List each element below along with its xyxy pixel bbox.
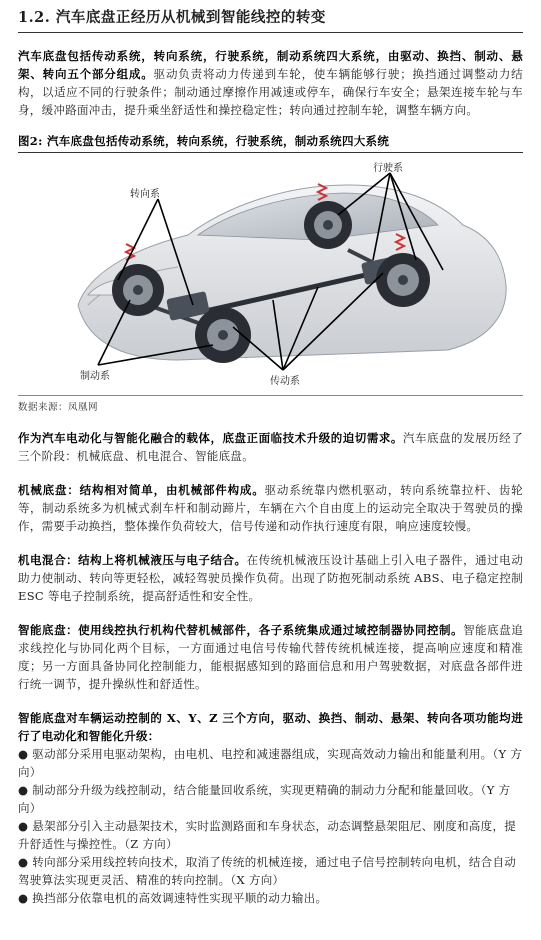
bullet-suspension: ● 悬架部分引入主动悬架技术，实时监测路面和车身状态，动态调整悬架阻尼、刚度和高度，提升舒适性与操控性。（Z 方向） — [18, 819, 517, 851]
para2-text: 汽车底盘的发展历经了三个阶段：机械底盘、机电混合、智能底盘。 — [18, 431, 523, 463]
intro-paragraph — [18, 47, 523, 119]
bullet-brake: ● 制动部分升级为线控制动，结合能量回收系统，实现更精确的制动力分配和能量回收。（Y 方向） — [18, 783, 511, 815]
para4-bold: 机电混合：结构上将机械液压与电子结合。 — [18, 553, 247, 567]
bullet-drive: ● 驱动部分采用电驱动架构，由电机、电控和减速器组成，实现高效动力输出和能量利用。（Y 方向） — [18, 747, 523, 779]
figure-source: 数据来源：凤凰网 — [18, 402, 99, 413]
upgrade-bullet-list — [18, 745, 523, 907]
report-page — [18, 0, 523, 907]
paragraph-chassis-upgrade — [18, 429, 523, 465]
paragraph-mechanical-chassis — [18, 481, 523, 535]
paragraph-smart-chassis — [18, 621, 523, 693]
para5-text: 智能底盘追求线控化与协同化两个目标，一方面通过电信号传输代替传统机械连接，提高响应速度和精准度；另一方面具备协同化控制能力，能根据感知到的路面信息和用户驾驶数据，对底盘各部件进行统一调节，提升操纵性和舒适性。 — [18, 623, 523, 691]
label-steering-system: 转向系 — [130, 189, 160, 200]
intro-bold: 汽车底盘包括传动系统，转向系统，行驶系统，制动系统四大系统，由驱动、换挡、制动、悬架、转向五个部分组成。 — [18, 49, 523, 81]
intro-text: 驱动负责将动力传递到车轮，使车辆能够行驶；换挡通过调整动力结构，以适应不同的行驶条件；制动通过摩擦作用减速或停车，确保行车安全；悬架连接车轮与车身，缓冲路面冲击，提升乘坐舒适性和操控稳定性；转向通过控制车轮，调整车辆方向。 — [18, 67, 523, 117]
bullet-shift: ● 换挡部分依靠电机的高效调速特性实现平顺的动力输出。 — [18, 891, 328, 905]
para3-text: 驱动系统靠内燃机驱动，转向系统靠拉杆、齿轮等，制动系统多为机械式刹车杆和制动蹄片，车辆在六个自由度上的运动完全取决于驾驶员的操作，需要手动换挡，整体操作负荷较大，信号传递和动作执行速度有限，响应速度较慢。 — [18, 483, 523, 533]
para4-text: 在传统机械液压设计基础上引入电子器件，通过电动助力使制动、转向等更轻松，减轻驾驶员操作负荷。出现了防抱死制动系统 ABS、电子稳定控制 ESC 等电子控制系统，提高舒适性和安全性。 — [18, 553, 523, 603]
bullet-steering: ● 转向部分采用线控转向技术，取消了传统的机械连接，通过电子信号控制转向电机，结合自动驾驶算法实现更灵活、精准的转向控制。（X 方向） — [18, 855, 517, 887]
paragraph-electromechanical — [18, 551, 523, 605]
paragraph-xyz-control — [18, 709, 523, 745]
car-chassis-illustration — [18, 155, 523, 395]
para5-bold: 智能底盘：使用线控执行机构代替机械部件，各子系统集成通过域控制器协同控制。 — [18, 623, 464, 637]
figure-caption: 图2: 汽车底盘包括传动系统，转向系统，行驶系统，制动系统四大系统 — [18, 133, 523, 153]
para6-bold: 智能底盘对车辆运动控制的 X、Y、Z 三个方向，驱动、换挡、制动、悬架、转向各项功能均进行了电动化和智能化升级： — [18, 711, 523, 743]
label-driving-system: 行驶系 — [373, 163, 403, 174]
label-transmission-system: 传动系 — [270, 376, 300, 387]
para3-bold: 机械底盘：结构相对简单，由机械部件构成。 — [18, 483, 265, 497]
label-braking-system: 制动系 — [80, 371, 110, 382]
para2-bold: 作为汽车电动化与智能化融合的载体，底盘正面临技术升级的迫切需求。 — [18, 431, 403, 445]
section-title: 1.2. 汽车底盘正经历从机械到智能线控的转变 — [18, 0, 523, 33]
chassis-figure — [18, 155, 523, 396]
